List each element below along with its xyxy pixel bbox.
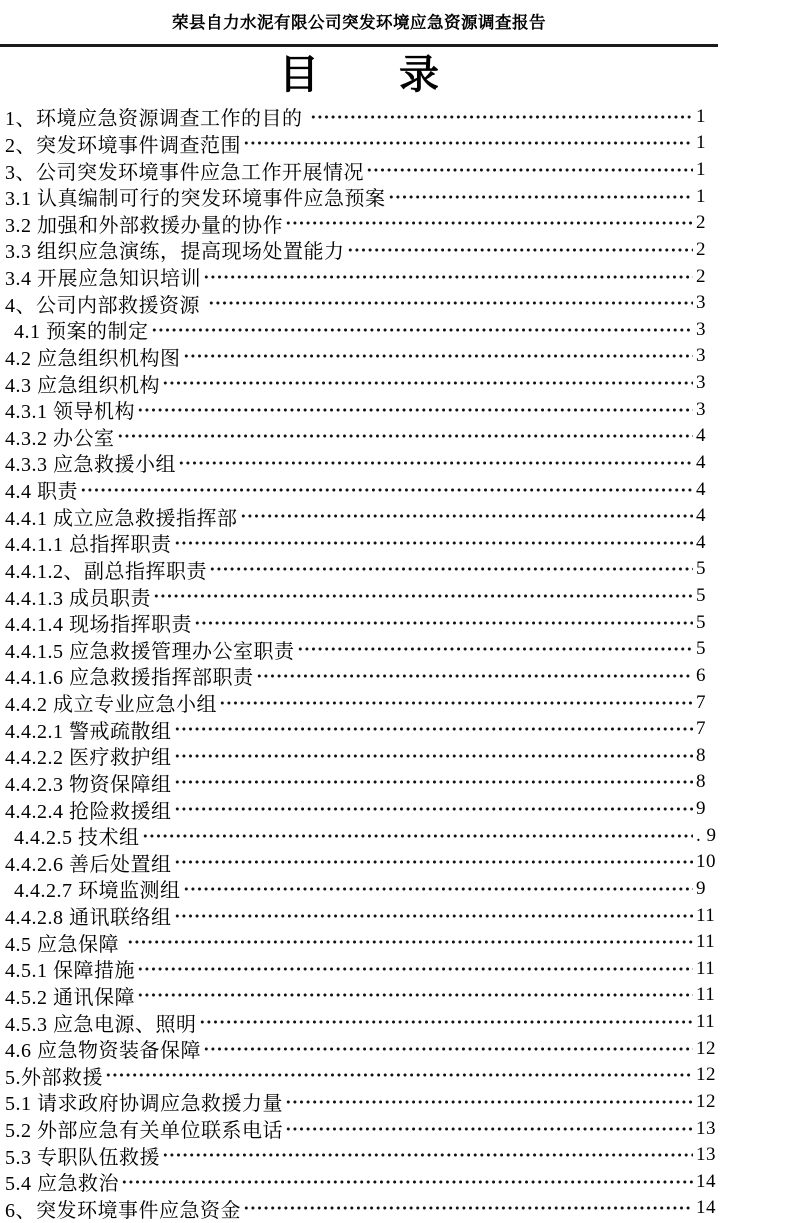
toc-entry-page: 14 bbox=[696, 1197, 716, 1219]
toc-entry-label: 4.4.1.4 现场指挥职责 bbox=[5, 614, 192, 637]
dot-leader bbox=[347, 237, 694, 264]
toc-entry-page: 13 bbox=[696, 1117, 716, 1139]
toc-entry-label: 3、公司突发环境事件应急工作开展情况 bbox=[5, 161, 364, 184]
toc-entry-page: 2 bbox=[696, 238, 706, 260]
toc-entry-label: 4.4.2 成立专业应急小组 bbox=[5, 694, 217, 717]
dot-leader bbox=[151, 317, 694, 344]
toc-entry-label: 4.6 应急物资装备保障 bbox=[5, 1040, 201, 1063]
dot-leader bbox=[174, 849, 694, 876]
toc-entry-page: 4 bbox=[696, 451, 706, 473]
toc-entry-page: 11 bbox=[696, 984, 716, 1006]
dot-leader bbox=[117, 423, 694, 450]
toc-entry bbox=[5, 1169, 718, 1196]
toc-entry-label: 5.1 请求政府协调应急救援力量 bbox=[5, 1093, 283, 1116]
toc-entry-page: 3 bbox=[696, 292, 706, 314]
toc-entry-page: 3 bbox=[696, 372, 706, 394]
toc-entry bbox=[5, 1089, 718, 1116]
toc-entry-page: 10 bbox=[696, 851, 716, 873]
toc-entry-label: 4.4.2.7 环境监测组 bbox=[14, 880, 181, 903]
toc-entry-page: 9 bbox=[696, 877, 706, 899]
toc-entry-label: 4.4.1.1 总指挥职责 bbox=[5, 534, 172, 557]
dot-leader bbox=[153, 583, 693, 610]
dot-leader bbox=[256, 663, 694, 690]
dot-leader bbox=[209, 556, 693, 583]
dot-leader bbox=[105, 1062, 693, 1089]
toc-entry-label: 4.3.3 应急救援小组 bbox=[5, 454, 176, 477]
toc-entry-page: 5 bbox=[696, 558, 706, 580]
toc-entry-page: 1 bbox=[696, 185, 706, 207]
toc-entry-label: 1、环境应急资源调查工作的目的 bbox=[5, 108, 308, 131]
dot-leader bbox=[240, 503, 694, 530]
dot-leader bbox=[203, 263, 693, 290]
toc-entry-label: 4.4.2.3 物资保障组 bbox=[5, 773, 172, 796]
toc-entry bbox=[5, 423, 718, 450]
toc-entry-page: 1 bbox=[696, 159, 706, 181]
toc-entry-page: 12 bbox=[696, 1090, 716, 1112]
toc-entry bbox=[5, 396, 718, 423]
toc-entry-label: 3.1 认真编制可行的突发环境事件应急预案 bbox=[5, 188, 386, 211]
toc-entry-page: 8 bbox=[696, 771, 706, 793]
toc-entry bbox=[5, 796, 718, 823]
toc-entry bbox=[5, 530, 718, 557]
toc-entry-label: 4.5.1 保障措施 bbox=[5, 960, 135, 983]
toc-entry bbox=[5, 1142, 718, 1169]
toc-list bbox=[0, 104, 718, 1222]
dot-leader bbox=[203, 1035, 693, 1062]
toc-entry bbox=[5, 822, 718, 849]
dot-leader bbox=[174, 716, 694, 743]
toc-entry-page: 7 bbox=[696, 691, 706, 713]
dot-leader bbox=[297, 636, 694, 663]
toc-entry bbox=[5, 769, 718, 796]
toc-entry-label: 4.4.1.2、副总指挥职责 bbox=[5, 560, 207, 583]
toc-entry bbox=[5, 237, 718, 264]
toc-entry bbox=[5, 982, 718, 1009]
toc-entry-label: 4.4.1.3 成员职责 bbox=[5, 587, 151, 610]
toc-entry-label: 4.4.2.4 抢险救援组 bbox=[5, 800, 172, 823]
dot-leader bbox=[174, 902, 694, 929]
toc-entry-page: 12 bbox=[696, 1064, 716, 1086]
toc-entry-label: 4.4.1.5 应急救援管理办公室职责 bbox=[5, 640, 295, 663]
toc-entry bbox=[5, 157, 718, 184]
toc-entry bbox=[5, 210, 718, 237]
dot-leader bbox=[121, 1169, 693, 1196]
toc-entry bbox=[5, 104, 718, 131]
toc-entry-page: 2 bbox=[696, 212, 706, 234]
toc-entry-page: 11 bbox=[696, 904, 716, 926]
toc-entry-page: 3 bbox=[696, 398, 706, 420]
dot-leader bbox=[194, 609, 693, 636]
toc-entry-label: 4.4.2.6 善后处置组 bbox=[5, 853, 172, 876]
toc-entry bbox=[5, 876, 718, 903]
toc-entry bbox=[5, 503, 718, 530]
dot-leader bbox=[178, 450, 693, 477]
toc-title: 目 录 bbox=[279, 51, 439, 97]
toc-entry-label: 4.3.1 领导机构 bbox=[5, 401, 135, 424]
dot-leader bbox=[142, 822, 694, 849]
toc-entry-page: 1 bbox=[696, 132, 706, 154]
toc-entry bbox=[5, 636, 718, 663]
toc-entry bbox=[5, 1195, 718, 1222]
dot-leader bbox=[174, 796, 694, 823]
toc-entry-page: 6 bbox=[696, 664, 706, 686]
toc-entry bbox=[5, 609, 718, 636]
toc-entry bbox=[5, 1115, 718, 1142]
toc-entry bbox=[5, 450, 718, 477]
toc-entry-page: 2 bbox=[696, 265, 706, 287]
toc-entry-label: 4.5.3 应急电源、照明 bbox=[5, 1013, 197, 1036]
toc-entry-label: 4.4.2.2 医疗救护组 bbox=[5, 747, 172, 770]
toc-entry-label: 4.5 应急保障 bbox=[5, 933, 125, 956]
dot-leader bbox=[174, 743, 694, 770]
dot-leader bbox=[388, 183, 694, 210]
dot-leader bbox=[208, 290, 694, 317]
dot-leader bbox=[174, 530, 694, 557]
dot-leader bbox=[285, 1089, 693, 1116]
toc-entry bbox=[5, 743, 718, 770]
toc-entry-page: 12 bbox=[696, 1037, 716, 1059]
dot-leader bbox=[162, 1142, 693, 1169]
toc-entry-page: 3 bbox=[696, 345, 706, 367]
dot-leader bbox=[199, 1009, 694, 1036]
toc-entry-label: 4.4 职责 bbox=[5, 481, 78, 504]
toc-entry bbox=[5, 849, 718, 876]
toc-entry bbox=[5, 343, 718, 370]
toc-entry-label: 4.4.1.6 应急救援指挥部职责 bbox=[5, 667, 254, 690]
toc-entry bbox=[5, 130, 718, 157]
toc-entry bbox=[5, 902, 718, 929]
toc-entry-label: 4.5.2 通讯保障 bbox=[5, 986, 135, 1009]
toc-entry bbox=[5, 317, 718, 344]
dot-leader bbox=[285, 1115, 693, 1142]
toc-entry bbox=[5, 1062, 718, 1089]
toc-entry-label: 4.3 应急组织机构 bbox=[5, 374, 160, 397]
dot-leader bbox=[127, 929, 694, 956]
toc-entry bbox=[5, 1035, 718, 1062]
toc-entry bbox=[5, 956, 718, 983]
toc-entry-page: 5 bbox=[696, 611, 706, 633]
toc-entry-label: 2、突发环境事件调查范围 bbox=[5, 134, 241, 157]
toc-entry-label: 4.2 应急组织机构图 bbox=[5, 347, 181, 370]
toc-entry-label: 4.4.2.1 警戒疏散组 bbox=[5, 720, 172, 743]
toc-entry-page: . 9 bbox=[696, 824, 717, 846]
toc-entry-page: 11 bbox=[696, 1011, 716, 1033]
dot-leader bbox=[137, 982, 693, 1009]
toc-entry bbox=[5, 689, 718, 716]
toc-entry-page: 3 bbox=[696, 318, 706, 340]
toc-entry bbox=[5, 290, 718, 317]
toc-entry-label: 3.2 加强和外部救援办量的协作 bbox=[5, 214, 283, 237]
dot-leader bbox=[137, 396, 693, 423]
toc-entry-page: 5 bbox=[696, 585, 706, 607]
toc-entry-page: 4 bbox=[696, 531, 706, 553]
dot-leader bbox=[285, 210, 693, 237]
toc-entry-page: 1 bbox=[696, 105, 706, 127]
toc-entry bbox=[5, 183, 718, 210]
toc-entry-label: 4.3.2 办公室 bbox=[5, 427, 115, 450]
toc-entry-page: 4 bbox=[696, 478, 706, 500]
dot-leader bbox=[174, 769, 694, 796]
toc-entry-label: 4.1 预案的制定 bbox=[14, 321, 149, 344]
toc-entry-page: 4 bbox=[696, 425, 706, 447]
dot-leader bbox=[219, 689, 693, 716]
toc-entry-label: 4.4.2.8 通讯联络组 bbox=[5, 907, 172, 930]
dot-leader bbox=[183, 343, 694, 370]
toc-entry bbox=[5, 476, 718, 503]
dot-leader bbox=[243, 130, 693, 157]
dot-leader bbox=[137, 956, 693, 983]
toc-entry-page: 4 bbox=[696, 505, 706, 527]
toc-entry-page: 11 bbox=[696, 957, 716, 979]
toc-entry-page: 7 bbox=[696, 718, 706, 740]
toc-entry bbox=[5, 1009, 718, 1036]
dot-leader bbox=[243, 1195, 693, 1222]
toc-entry bbox=[5, 370, 718, 397]
toc-entry-label: 4.4.2.5 技术组 bbox=[14, 827, 140, 850]
toc-entry bbox=[5, 556, 718, 583]
toc-entry-label: 5.4 应急救治 bbox=[5, 1173, 119, 1196]
toc-entry-page: 13 bbox=[696, 1144, 716, 1166]
toc-entry bbox=[5, 583, 718, 610]
toc-entry-page: 11 bbox=[696, 931, 716, 953]
toc-entry-page: 5 bbox=[696, 638, 706, 660]
toc-entry-label: 5.3 专职队伍救援 bbox=[5, 1146, 160, 1169]
toc-entry-label: 5.2 外部应急有关单位联系电话 bbox=[5, 1120, 283, 1143]
toc-entry-page: 9 bbox=[696, 798, 706, 820]
dot-leader bbox=[80, 476, 693, 503]
toc-entry-page: 8 bbox=[696, 744, 706, 766]
toc-entry bbox=[5, 929, 718, 956]
toc-entry-label: 4、公司内部救援资源 bbox=[5, 294, 206, 317]
toc-entry-label: 6、突发环境事件应急资金 bbox=[5, 1199, 241, 1222]
toc-entry-page: 14 bbox=[696, 1170, 716, 1192]
toc-entry-label: 4.4.1 成立应急救援指挥部 bbox=[5, 507, 238, 530]
toc-entry bbox=[5, 716, 718, 743]
toc-entry bbox=[5, 263, 718, 290]
dot-leader bbox=[183, 876, 694, 903]
dot-leader bbox=[310, 104, 693, 131]
toc-entry-label: 3.3 组织应急演练，提高现场处置能力 bbox=[5, 241, 345, 264]
toc-entry bbox=[5, 663, 718, 690]
dot-leader bbox=[162, 370, 693, 397]
dot-leader bbox=[366, 157, 693, 184]
toc-entry-label: 5.外部救援 bbox=[5, 1066, 103, 1089]
document-header-title: 荣县自力水泥有限公司突发环境应急资源调查报告 bbox=[172, 13, 546, 32]
toc-entry-label: 3.4 开展应急知识培训 bbox=[5, 268, 201, 291]
